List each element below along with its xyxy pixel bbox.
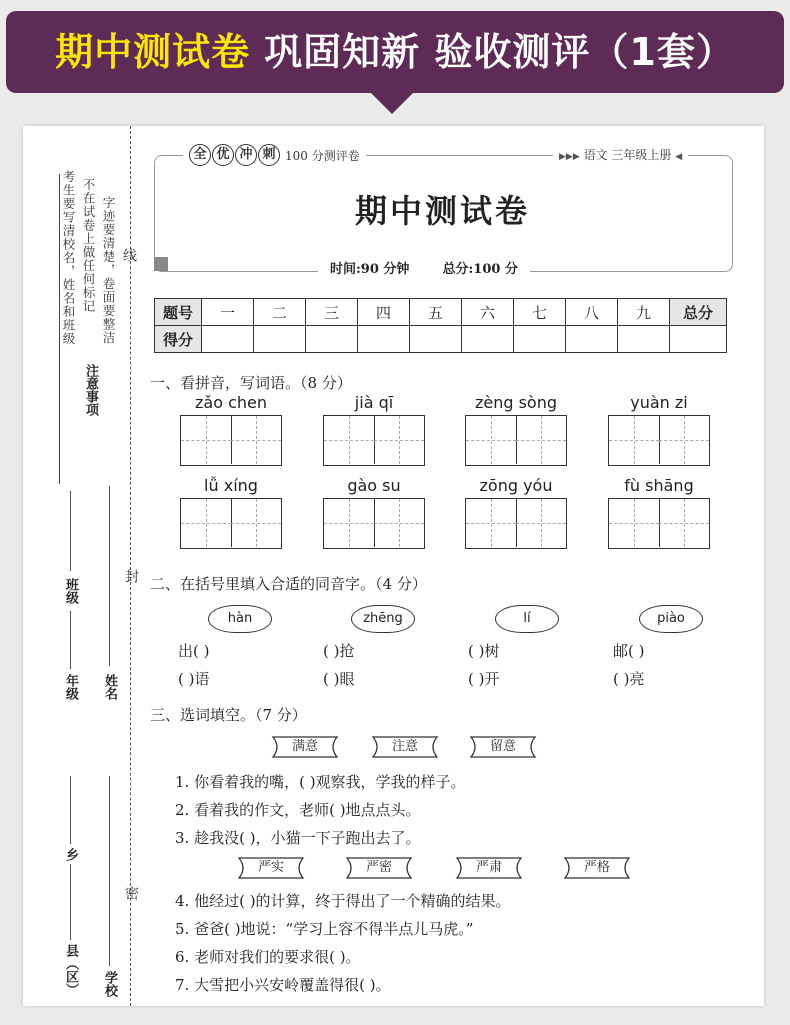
- writing-grid[interactable]: [608, 498, 710, 549]
- question-item[interactable]: 3. 趁我没( )，小猫一下子跑出去了。: [175, 829, 421, 847]
- field-label-class: 班级: [63, 578, 78, 604]
- table-cell: 七: [514, 299, 566, 326]
- word-choice-text: 严实: [257, 860, 284, 875]
- score-table: [154, 298, 727, 353]
- table-cell: 三: [306, 299, 358, 326]
- pinyin-label: fù shāng: [624, 476, 694, 495]
- time-score-row: [318, 258, 530, 277]
- brand-char: 全: [189, 144, 211, 166]
- field-label-township: 乡: [63, 848, 78, 861]
- homophone-blank[interactable]: ( )抢: [323, 642, 355, 660]
- score-input-cell[interactable]: [514, 326, 566, 353]
- word-choice-tag: [267, 735, 343, 759]
- table-row: [155, 326, 727, 353]
- pinyin-label: yuàn zi: [630, 393, 688, 412]
- score-input-cell[interactable]: [670, 326, 727, 353]
- homophone-blank[interactable]: 邮( ): [613, 642, 645, 660]
- score-input-cell[interactable]: [410, 326, 462, 353]
- subject-label: [553, 144, 688, 166]
- page-title: 期中测试卷: [354, 192, 530, 230]
- table-cell: 题号: [155, 299, 202, 326]
- section-1-title: 一、看拼音，写词语。（8 分）: [150, 374, 352, 392]
- arrow-left-icon: ◀: [675, 152, 683, 162]
- notice-label: 注意事项: [83, 364, 98, 416]
- writing-grid[interactable]: [465, 415, 567, 466]
- field-label-county: 县（区）: [63, 944, 78, 996]
- field-label-grade: 年级: [63, 674, 78, 700]
- score-input-cell[interactable]: [306, 326, 358, 353]
- banner-pointer: [368, 90, 416, 114]
- word-choice-tag: [233, 856, 309, 880]
- pinyin-label: zèng sòng: [474, 393, 558, 412]
- homophone-blank[interactable]: 出( ): [178, 642, 210, 660]
- field-line-school[interactable]: [109, 776, 110, 966]
- table-cell: 总分: [670, 299, 727, 326]
- word-choice-tag: [465, 735, 541, 759]
- word-choice-text: 满意: [291, 739, 318, 754]
- notice-tail: 线: [121, 248, 137, 263]
- table-cell: 六: [462, 299, 514, 326]
- question-item[interactable]: 2. 看着我的作文，老师( )地点点头。: [175, 801, 421, 819]
- score-input-cell[interactable]: [358, 326, 410, 353]
- notice-line-2: 不在试卷上做任何标记: [81, 178, 96, 313]
- section-3-title: 三、选词填空。（7 分）: [150, 706, 307, 724]
- pinyin-label: lǚ xíng: [204, 476, 258, 495]
- word-choice-text: 注意: [391, 739, 418, 754]
- field-line-name[interactable]: [109, 486, 110, 666]
- notice-line-3: 字迹要清楚，卷面要整洁: [101, 196, 116, 345]
- banner-title-highlight: 期中测试卷: [55, 30, 251, 74]
- pinyin-label: jià qī: [354, 393, 394, 412]
- table-cell: 得分: [155, 326, 202, 353]
- time-label: 时间:90 分钟: [330, 262, 410, 277]
- field-line-township[interactable]: [70, 776, 71, 844]
- question-item[interactable]: 6. 老师对我们的要求很( )。: [175, 948, 361, 966]
- table-row: [155, 299, 727, 326]
- word-choice-text: 留意: [489, 739, 516, 754]
- question-item[interactable]: 7. 大雪把小兴安岭覆盖得很( )。: [175, 976, 391, 994]
- word-choice-tag: [341, 856, 417, 880]
- total-score-label: 总分:100 分: [442, 262, 518, 277]
- writing-grid[interactable]: [608, 415, 710, 466]
- corner-marker: [154, 257, 168, 271]
- banner-title-rest: 巩固知新 验收测评（1套）: [264, 30, 735, 74]
- arrow-right-icon: ▶▶▶: [559, 152, 580, 162]
- score-input-cell[interactable]: [566, 326, 618, 353]
- promo-banner: [6, 11, 784, 93]
- brand-char: 冲: [235, 144, 257, 166]
- table-cell: 五: [410, 299, 462, 326]
- pinyin-label: zǎo chen: [195, 393, 267, 412]
- word-choice-text: 严密: [365, 860, 392, 875]
- writing-grid[interactable]: [180, 498, 282, 549]
- score-input-cell[interactable]: [618, 326, 670, 353]
- word-choice-tag: [451, 856, 527, 880]
- section-2-title: 二、在括号里填入合适的同音字。（4 分）: [150, 575, 427, 593]
- banner-title: [6, 11, 784, 93]
- field-label-school: 学校: [102, 971, 117, 997]
- word-choice-tag: [559, 856, 635, 880]
- writing-grid[interactable]: [465, 498, 567, 549]
- field-line-grade[interactable]: [70, 611, 71, 669]
- question-item[interactable]: 1. 你看着我的嘴，( )观察我，学我的样子。: [175, 773, 466, 791]
- word-choice-text: 严格: [583, 860, 610, 875]
- homophone-blank[interactable]: ( )眼: [323, 670, 355, 688]
- table-cell: 九: [618, 299, 670, 326]
- field-line-class[interactable]: [70, 491, 71, 571]
- homophone-blank[interactable]: ( )树: [468, 642, 500, 660]
- exam-paper: [23, 126, 764, 1006]
- score-input-cell[interactable]: [462, 326, 514, 353]
- pinyin-label: zōng yóu: [479, 476, 553, 495]
- brand-char: 刺: [258, 144, 280, 166]
- seal-feng: 封: [123, 569, 139, 583]
- homophone-blank[interactable]: ( )语: [178, 670, 210, 688]
- brand-char: 优: [212, 144, 234, 166]
- score-input-cell[interactable]: [254, 326, 306, 353]
- table-cell: 四: [358, 299, 410, 326]
- pinyin-cloud: lí: [495, 605, 559, 633]
- homophone-blank[interactable]: ( )亮: [613, 670, 645, 688]
- score-input-cell[interactable]: [202, 326, 254, 353]
- pinyin-cloud: zhēng: [351, 605, 415, 633]
- table-cell: 一: [202, 299, 254, 326]
- notice-line-1: 考生要写清校名，姓名和班级: [61, 170, 76, 346]
- writing-grid[interactable]: [180, 415, 282, 466]
- question-item[interactable]: 5. 爸爸( )地说：“学习上容不得半点儿马虎。”: [175, 920, 474, 938]
- word-choice-tag: [367, 735, 443, 759]
- brand-subtitle: 100 分测评卷: [285, 148, 360, 163]
- field-line-county[interactable]: [70, 864, 71, 940]
- homophone-blank[interactable]: ( )开: [468, 670, 500, 688]
- seal-mi: 密: [123, 886, 139, 900]
- writing-grid[interactable]: [323, 498, 425, 549]
- brand-mark: [183, 144, 366, 166]
- writing-grid[interactable]: [323, 415, 425, 466]
- subject-text: 语文 三年级上册: [583, 148, 672, 162]
- pinyin-cloud: piào: [639, 605, 703, 633]
- pinyin-cloud: hàn: [208, 605, 272, 633]
- word-choice-text: 严肃: [475, 860, 502, 875]
- question-item[interactable]: 4. 他经过( )的计算，终于得出了一个精确的结果。: [175, 892, 511, 910]
- table-cell: 二: [254, 299, 306, 326]
- table-cell: 八: [566, 299, 618, 326]
- field-label-name: 姓名: [102, 674, 117, 700]
- pinyin-label: gào su: [347, 476, 401, 495]
